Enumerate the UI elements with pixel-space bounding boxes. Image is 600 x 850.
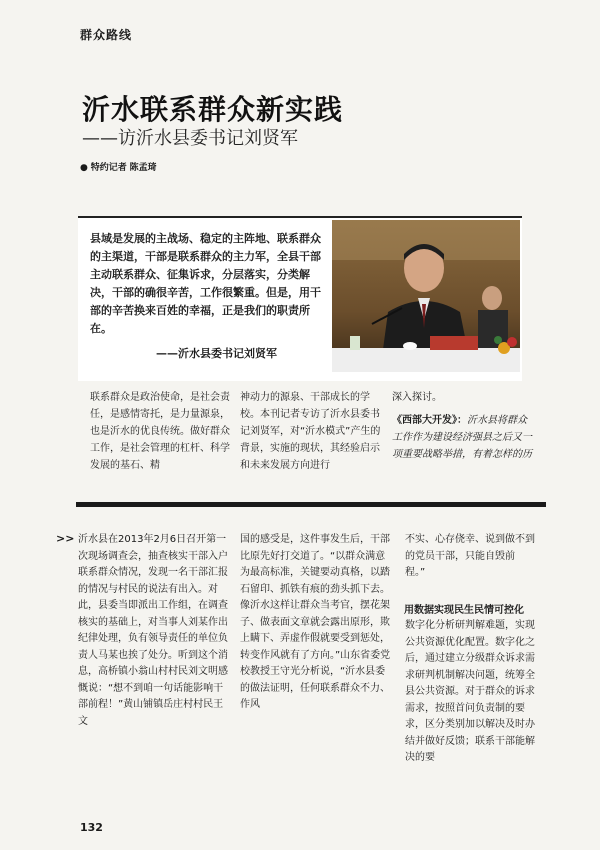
intro-column-3 — [392, 389, 532, 463]
interview-photo — [332, 220, 520, 372]
intro-column-2: 神动力的源泉、干部成长的学校。本刊记者专访了沂水县委书记刘贤军，对“沂水模式”产生的背景，实施的现状，其经验启示和未来发展方向进行 — [240, 392, 381, 471]
continue-marker: >> — [56, 532, 75, 545]
section-divider — [76, 502, 546, 507]
body-column-2: 国的感受是，这件事发生后，干部比原先好打交道了。“以群众满意为最高标准，关键要动真格，以踏石留印、抓铁有痕的劲头抓下去。像沂水这样让群众当考官，摆花架子、做表面文章就会露出原形，欺上瞒下、弄虚作假就要受到惩处，转变作风就有了方向。”山东省委党校教授王守光分析说，“沂水县委的做法证明，任何联系群众不力、作风 — [240, 534, 391, 710]
body-column-3-top: 不实、心存侥幸、说到做不到的党员干部，只能自毁前程。” — [405, 534, 535, 578]
interviewer-label: 《西部大开发》： — [392, 415, 467, 426]
section-label: 群众路线 — [80, 28, 133, 42]
byline-bullet-icon: ● — [80, 163, 88, 173]
pull-quote-text: 县域是发展的主战场、稳定的主阵地、联系群众的主渠道，干部是联系群众的主力军，全县干部主动联系群众、征集诉求，分层落实，分类解决，干部的确很辛苦，工作很繁重。但是，用干部的辛苦换来百姓的幸福，正是我们的职责所在。 — [90, 232, 321, 335]
byline — [80, 160, 157, 173]
body-subheading: 用数据实现民生民情可控化 — [404, 605, 524, 616]
intro-column-1: 联系群众是政治使命，是社会责任，是感情寄托，是力量源泉，也是沂水的优良传统。做好群众工作，是社会管理的杠杆、科学发展的基石、精 — [90, 392, 230, 471]
page-number: 132 — [80, 821, 103, 834]
article-title: 沂水联系群众新实践 — [82, 93, 344, 126]
intro-column-3-ending: 深入探讨。 — [392, 392, 442, 403]
body-column-3: 数字化分析研判解难题，实现公共资源优化配置。数字化之后，通过建立分级群众诉求需求研判机制解决问题，统筹全县公共资源。对于群众的诉求需求，按照首问负责制的要求，区分类别加以解决及时办结并做好反馈；联系干部能解决的要 — [405, 620, 535, 763]
byline-author: 陈孟琦 — [129, 163, 157, 173]
article-subtitle: ——访沂水县委书记刘贤军 — [82, 128, 298, 149]
pull-quote-attribution: ——沂水县委书记刘贤军 — [156, 347, 277, 360]
body-column-1: 沂水县在2013年2月6日召开第一次现场调查会，抽查核实干部入户联系群众情况，发现一名干部汇报的情况与村民的说法有出入。对此，县委当即派出工作组，在调查核实的基础上，对当事人刘某作出纪律处理，负有领导责任的单位负责人马某也挨了处分。听到这个消息，高桥镇小翁山村村民刘文明感慨说：“想不到咱一句话能影响干部前程！”黄山铺镇岳庄村村民王文 — [78, 534, 228, 727]
interview-question: 沂水县将群众工作作为建设经济强县之后又一项重要战略举措，有着怎样的历 — [392, 415, 532, 460]
photo-illustration — [332, 220, 520, 372]
byline-label: 特约记者 — [90, 163, 127, 173]
